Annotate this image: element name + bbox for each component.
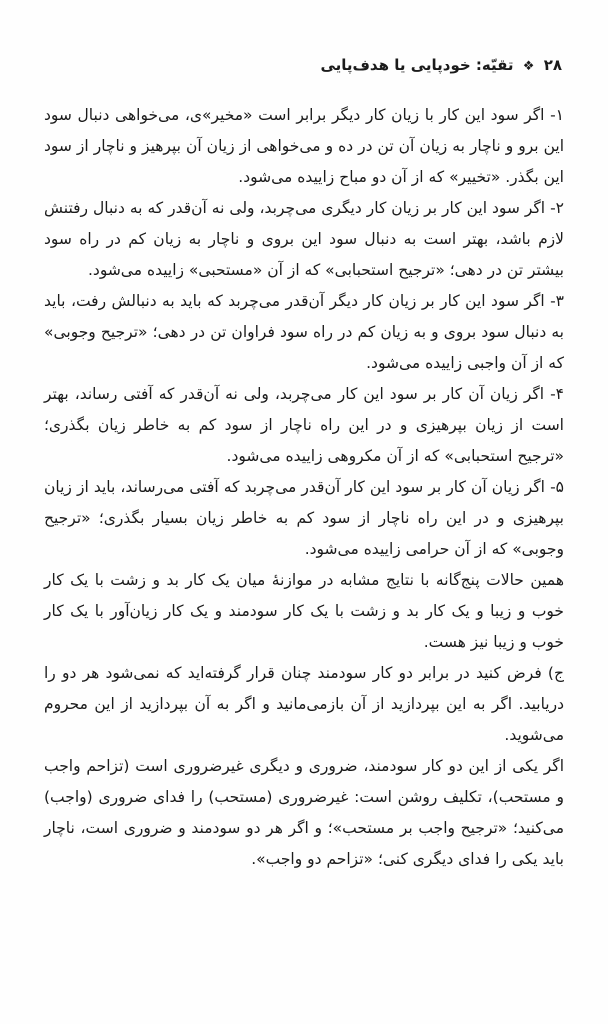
paragraph-8: اگر یکی از این دو کار سودمند، ضروری و دیگری غیرضروری است (تزاحم واجب و مستحب)، تکلیف روشن است: غیرضروری (مستحب) را فدای ضروری (واجب) می‌کنید؛ «ترجیح واجب بر مستحب»؛ و اگر هر دو سودمند و ضروری است، ناچار باید یکی را فدای دیگری کنی؛ «تزاحم دو واجب». [44, 757, 564, 868]
chapter-title: تقیّه: خودپایی یا هدف‌پایی [320, 56, 514, 74]
paragraph-6: همین حالات پنج‌گانه با نتایج مشابه در موازنهٔ میان یک کار بد و زشت با یک کار خوب و زیبا و یک کار بد و زشت با یک کار سودمند و یک کار زیان‌آور با یک کار خوب و زیبا نیز هست. [44, 571, 564, 651]
paragraph-3: ۳- اگر سود این کار بر زیان کار دیگر آن‌قدر می‌چربد که باید به دنبالش رفت، باید به دنبال سود بروی و به زیان کم در راه سود فراوان تن در دهی؛ «ترجیح وجوبی» که از آن واجبی زاییده می‌شود. [44, 292, 564, 372]
paragraph-1: ۱- اگر سود این کار با زیان کار دیگر برابر است «مخیر»ی، می‌خواهی دنبال سود این برو و ناچار به زیان آن تن در ده و می‌خواهی از زیان آن بپرهیز و ناچار از سود این بگذر. «تخییر» که از آن دو مباح زاییده می‌شود. [44, 106, 564, 186]
body-text [44, 100, 564, 875]
separator-ornament: ❖ [522, 59, 535, 74]
page-number: ۲۸ [543, 56, 562, 74]
paragraph-4: ۴- اگر زیان آن کار بر سود این کار می‌چربد، ولی نه آن‌قدر که آفتی رساند، بهتر است از زیان بپرهیزی و در این راه ناچار از سود کم به خاطر زیان بگذری؛ «ترجیح استحبابی» که از آن مکروهی زاییده می‌شود. [44, 385, 564, 465]
running-header [320, 56, 562, 74]
paragraph-5: ۵- اگر زیان آن کار بر سود این کار آن‌قدر می‌چربد که آفتی می‌رساند، باید از زیان بپرهیزی و در این راه ناچار از سود کم به خاطر زیان بسیار بگذری؛ «ترجیح وجوبی» که از آن حرامی زاییده می‌شود. [44, 478, 564, 558]
paragraph-2: ۲- اگر سود این کار بر زیان کار دیگری می‌چربد، ولی نه آن‌قدر که به دنبال رفتنش لازم باشد، بهتر است به دنبال سود این بروی و ناچار به زیان کم در راه سود بیشتر تن در دهی؛ «ترجیح استحبابی» که از آن «مستحبی» زاییده می‌شود. [44, 199, 564, 279]
paragraph-7: ج) فرض کنید در برابر دو کار سودمند چنان قرار گرفته‌اید که نمی‌شود هر دو را دریابید. اگر به این بپردازید از آن بازمی‌مانید و اگر به آن بپردازید از این محروم می‌شوید. [44, 664, 564, 744]
